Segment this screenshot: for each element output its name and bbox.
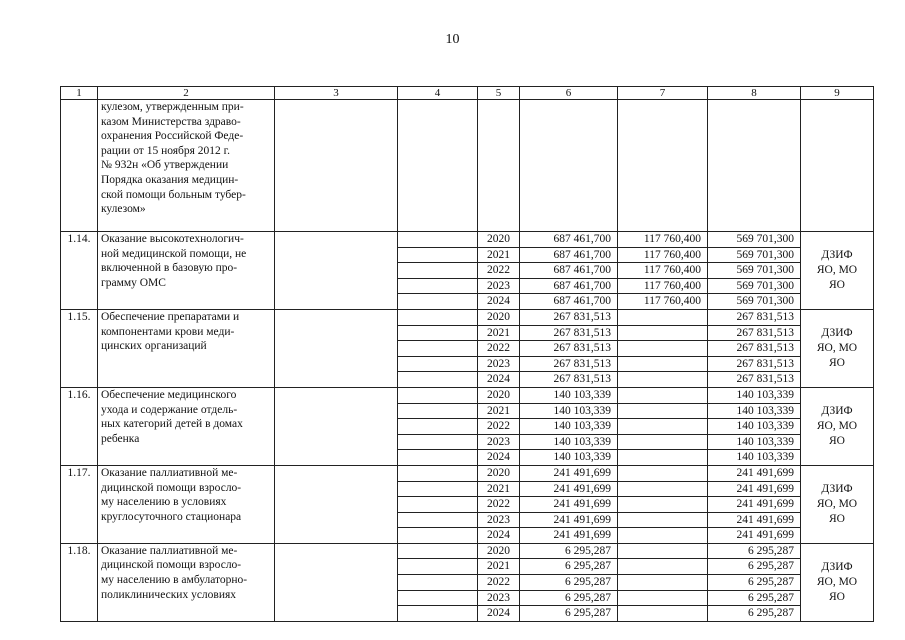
total-cell: 241 491,699 — [520, 481, 618, 497]
column-7-cell — [618, 512, 708, 528]
responsible-executor — [801, 309, 874, 387]
column-4-cell — [398, 403, 478, 419]
column-7-cell — [618, 419, 708, 435]
page-number: 10 — [445, 32, 460, 47]
total-cell: 267 831,513 — [520, 309, 618, 325]
description-line: грамму ОМС — [101, 276, 166, 289]
column-4-cell — [398, 590, 478, 606]
column-8-cell: 569 701,300 — [708, 278, 801, 294]
column-4-cell — [398, 309, 478, 325]
column-3-cell — [275, 100, 398, 232]
column-7-cell — [618, 372, 708, 388]
column-4-cell — [398, 465, 478, 481]
column-4-cell — [398, 481, 478, 497]
column-4-cell — [398, 419, 478, 435]
total-cell: 241 491,699 — [520, 528, 618, 544]
column-7-cell — [618, 575, 708, 591]
total-cell: 267 831,513 — [520, 356, 618, 372]
description-line: кулезом, утвержденным при- — [101, 101, 244, 113]
description-line: ных категорий детей в домах — [101, 418, 243, 431]
column-header: 1 — [61, 87, 98, 100]
year-cell: 2024 — [478, 294, 520, 310]
column-8-cell: 569 701,300 — [708, 263, 801, 279]
column-8-cell: 6 295,287 — [708, 606, 801, 622]
column-7-cell — [618, 403, 708, 419]
column-3-cell — [275, 309, 398, 387]
column-3-cell — [275, 232, 398, 310]
description-line: Оказание паллиативной ме- — [101, 466, 238, 479]
year-cell: 2022 — [478, 341, 520, 357]
column-4-cell — [398, 232, 478, 248]
column-7-cell — [618, 434, 708, 450]
description-line: ной медицинской помощи, не — [101, 247, 247, 260]
column-8-cell: 6 295,287 — [708, 575, 801, 591]
column-7-cell: 117 760,400 — [618, 294, 708, 310]
item-number: 1.16. — [61, 387, 98, 465]
item-description — [98, 543, 275, 621]
column-header: 9 — [801, 87, 874, 100]
column-4-cell — [398, 294, 478, 310]
table-row — [61, 543, 874, 559]
column-3-cell — [275, 543, 398, 621]
description-line: ской помощи больным тубер- — [101, 188, 246, 201]
column-3-cell — [275, 387, 398, 465]
total-cell: 241 491,699 — [520, 465, 618, 481]
total-cell: 687 461,700 — [520, 294, 618, 310]
column-header: 8 — [708, 87, 801, 100]
year-cell: 2023 — [478, 434, 520, 450]
item-number: 1.17. — [61, 465, 98, 543]
column-7-cell — [618, 100, 708, 232]
column-3-cell — [275, 465, 398, 543]
column-8-cell: 241 491,699 — [708, 465, 801, 481]
column-4-cell — [398, 341, 478, 357]
column-4-cell — [398, 434, 478, 450]
item-number: 1.15. — [61, 309, 98, 387]
responsible-executor — [801, 232, 874, 310]
column-7-cell: 117 760,400 — [618, 232, 708, 248]
column-4-cell — [398, 263, 478, 279]
column-number-row — [61, 87, 874, 100]
column-7-cell — [618, 590, 708, 606]
table-row — [61, 232, 874, 248]
year-cell: 2020 — [478, 387, 520, 403]
responsible-line: ЯО, МО — [816, 341, 858, 354]
description-line: компонентами крови меди- — [101, 325, 235, 338]
column-7-cell — [618, 450, 708, 466]
description-line: цинских организаций — [101, 340, 207, 353]
column-8-cell: 6 295,287 — [708, 543, 801, 559]
year-cell: 2021 — [478, 247, 520, 263]
description-line: поликлинических условиях — [101, 588, 237, 601]
column-8-cell: 569 701,300 — [708, 247, 801, 263]
item-description — [98, 465, 275, 543]
column-4-cell — [398, 387, 478, 403]
column-4-cell — [398, 372, 478, 388]
column-4-cell — [398, 543, 478, 559]
column-8-cell: 267 831,513 — [708, 356, 801, 372]
column-4-cell — [398, 497, 478, 513]
responsible-line: ЯО, МО — [816, 497, 858, 510]
column-8-cell: 241 491,699 — [708, 497, 801, 513]
total-cell: 140 103,339 — [520, 450, 618, 466]
column-7-cell — [618, 325, 708, 341]
column-7-cell — [618, 481, 708, 497]
column-8-cell: 267 831,513 — [708, 325, 801, 341]
table-row — [61, 387, 874, 403]
year-cell: 2024 — [478, 372, 520, 388]
description-line: ухода и содержание отдель- — [101, 403, 238, 416]
column-8-cell — [708, 100, 801, 232]
description-line: кулезом» — [101, 203, 146, 216]
total-cell: 687 461,700 — [520, 278, 618, 294]
column-header: 2 — [98, 87, 275, 100]
column-4-cell — [398, 559, 478, 575]
column-7-cell — [618, 543, 708, 559]
column-8-cell: 140 103,339 — [708, 403, 801, 419]
description-line: казом Министерства здраво- — [101, 115, 241, 128]
column-4-cell — [398, 512, 478, 528]
total-cell: 267 831,513 — [520, 341, 618, 357]
column-7-cell: 117 760,400 — [618, 247, 708, 263]
year-cell: 2022 — [478, 575, 520, 591]
column-header: 7 — [618, 87, 708, 100]
responsible-line: ДЗИФ — [821, 482, 853, 495]
column-8-cell: 267 831,513 — [708, 309, 801, 325]
responsible-executor — [801, 543, 874, 621]
responsible-line: ЯО — [829, 434, 845, 447]
column-7-cell: 117 760,400 — [618, 263, 708, 279]
year-cell: 2020 — [478, 309, 520, 325]
total-cell: 241 491,699 — [520, 497, 618, 513]
total-cell: 687 461,700 — [520, 263, 618, 279]
year-cell: 2022 — [478, 263, 520, 279]
description-line: ребенка — [101, 432, 140, 445]
column-header: 4 — [398, 87, 478, 100]
column-4-cell — [398, 325, 478, 341]
column-4-cell — [398, 356, 478, 372]
year-cell: 2023 — [478, 278, 520, 294]
program-table — [60, 86, 874, 622]
column-4-cell — [398, 575, 478, 591]
total-cell: 6 295,287 — [520, 606, 618, 622]
responsible-line: ЯО, МО — [816, 419, 858, 432]
column-8-cell: 241 491,699 — [708, 512, 801, 528]
description-line: Обеспечение препаратами и — [101, 310, 240, 323]
description-line: Обеспечение медицинского — [101, 388, 237, 401]
description-line: круглосуточного стационара — [101, 510, 242, 523]
description-line: Порядка оказания медицин- — [101, 173, 239, 186]
column-header: 6 — [520, 87, 618, 100]
column-8-cell: 267 831,513 — [708, 372, 801, 388]
responsible-line: ДЗИФ — [821, 248, 853, 261]
year-cell: 2021 — [478, 403, 520, 419]
description-line: дицинской помощи взросло- — [101, 481, 242, 494]
column-8-cell: 6 295,287 — [708, 559, 801, 575]
total-cell: 267 831,513 — [520, 325, 618, 341]
total-cell: 241 491,699 — [520, 512, 618, 528]
year-cell: 2022 — [478, 497, 520, 513]
column-7-cell — [618, 606, 708, 622]
description-line: № 932н «Об утверждении — [101, 159, 229, 172]
item-description — [98, 232, 275, 310]
responsible-line: ЯО — [829, 512, 845, 525]
total-cell: 140 103,339 — [520, 419, 618, 435]
year-cell: 2021 — [478, 325, 520, 341]
total-cell: 140 103,339 — [520, 387, 618, 403]
description-line: дицинской помощи взросло- — [101, 559, 242, 572]
item-number: 1.18. — [61, 543, 98, 621]
column-7-cell: 117 760,400 — [618, 278, 708, 294]
continuation-row — [61, 100, 874, 232]
column-7-cell — [618, 559, 708, 575]
column-4-cell — [398, 247, 478, 263]
continuation-description — [98, 100, 275, 232]
item-description — [98, 309, 275, 387]
total-cell: 6 295,287 — [520, 543, 618, 559]
column-header: 5 — [478, 87, 520, 100]
item-number-cell — [61, 100, 98, 232]
column-7-cell — [618, 387, 708, 403]
total-cell: 6 295,287 — [520, 559, 618, 575]
description-line: включенной в базовую про- — [101, 262, 238, 275]
total-cell: 267 831,513 — [520, 372, 618, 388]
column-7-cell — [618, 528, 708, 544]
description-line: Оказание высокотехнологич- — [101, 233, 244, 245]
table-body — [61, 87, 874, 622]
year-cell: 2020 — [478, 465, 520, 481]
column-4-cell — [398, 100, 478, 232]
year-cell: 2020 — [478, 543, 520, 559]
column-8-cell: 569 701,300 — [708, 232, 801, 248]
column-8-cell: 241 491,699 — [708, 481, 801, 497]
table-row — [61, 309, 874, 325]
item-description — [98, 387, 275, 465]
total-cell: 140 103,339 — [520, 434, 618, 450]
column-8-cell: 241 491,699 — [708, 528, 801, 544]
column-4-cell — [398, 278, 478, 294]
total-cell — [520, 100, 618, 232]
responsible-line: ДЗИФ — [821, 404, 853, 417]
responsible-cell — [801, 100, 874, 232]
column-8-cell: 569 701,300 — [708, 294, 801, 310]
column-7-cell — [618, 309, 708, 325]
total-cell: 687 461,700 — [520, 232, 618, 248]
column-7-cell — [618, 465, 708, 481]
year-cell: 2020 — [478, 232, 520, 248]
responsible-line: ДЗИФ — [821, 560, 853, 573]
column-header: 3 — [275, 87, 398, 100]
column-7-cell — [618, 356, 708, 372]
description-line: му населению в амбулаторно- — [101, 574, 248, 587]
column-7-cell — [618, 497, 708, 513]
column-4-cell — [398, 606, 478, 622]
total-cell: 140 103,339 — [520, 403, 618, 419]
column-8-cell: 140 103,339 — [708, 419, 801, 435]
column-4-cell — [398, 450, 478, 466]
total-cell: 687 461,700 — [520, 247, 618, 263]
description-line: рации от 15 ноября 2012 г. — [101, 144, 230, 157]
year-cell: 2021 — [478, 481, 520, 497]
item-number: 1.14. — [61, 232, 98, 310]
responsible-line: ДЗИФ — [821, 326, 853, 339]
responsible-executor — [801, 465, 874, 543]
description-line: Оказание паллиативной ме- — [101, 544, 238, 557]
column-8-cell: 140 103,339 — [708, 450, 801, 466]
year-cell: 2024 — [478, 528, 520, 544]
responsible-line: ЯО, МО — [816, 575, 858, 588]
table-row — [61, 465, 874, 481]
year-cell: 2022 — [478, 419, 520, 435]
column-8-cell: 267 831,513 — [708, 341, 801, 357]
description-line: охранения Российской Феде- — [101, 130, 244, 143]
responsible-executor — [801, 387, 874, 465]
year-cell: 2023 — [478, 590, 520, 606]
year-cell: 2021 — [478, 559, 520, 575]
year-cell — [478, 100, 520, 232]
year-cell: 2024 — [478, 450, 520, 466]
column-7-cell — [618, 341, 708, 357]
column-8-cell: 6 295,287 — [708, 590, 801, 606]
year-cell: 2023 — [478, 512, 520, 528]
year-cell: 2024 — [478, 606, 520, 622]
column-8-cell: 140 103,339 — [708, 387, 801, 403]
description-line: му населению в условиях — [101, 496, 227, 509]
column-4-cell — [398, 528, 478, 544]
responsible-line: ЯО — [829, 590, 845, 603]
column-8-cell: 140 103,339 — [708, 434, 801, 450]
total-cell: 6 295,287 — [520, 575, 618, 591]
responsible-line: ЯО — [829, 356, 845, 369]
total-cell: 6 295,287 — [520, 590, 618, 606]
year-cell: 2023 — [478, 356, 520, 372]
responsible-line: ЯО, МО — [816, 263, 858, 276]
responsible-line: ЯО — [829, 278, 845, 291]
